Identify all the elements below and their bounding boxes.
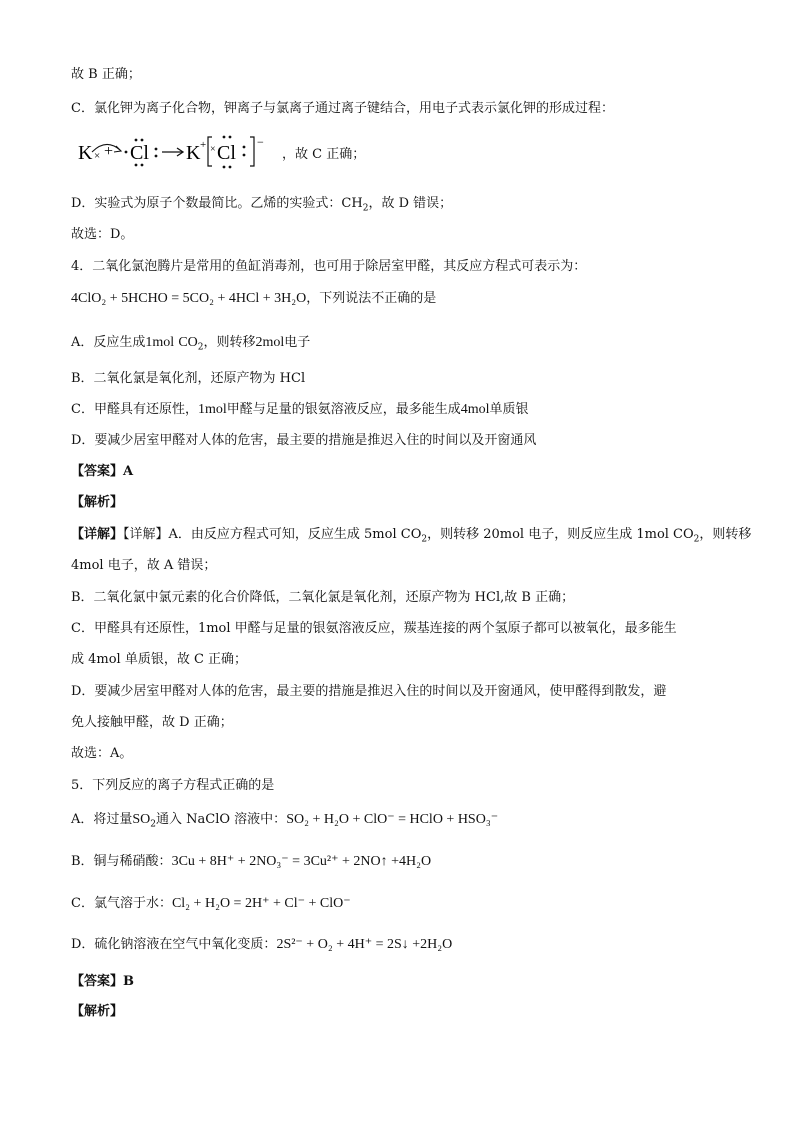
answer-label: 【答案】B bbox=[71, 974, 134, 989]
k-ion-charge: + bbox=[200, 139, 207, 151]
cl-ion-charge: − bbox=[257, 135, 264, 149]
question-5-stem: 5．下列反应的离子方程式正确的是 bbox=[71, 778, 275, 793]
electron-dot bbox=[223, 166, 226, 169]
text-line: 故 B 正确； bbox=[71, 67, 141, 82]
plus-symbol: + bbox=[104, 143, 114, 160]
explanation-line: 【详解】【详解】A．由反应方程式可知，反应生成 5mol $CO_2$，则转移 20mol 电子，则反应生成 1mol $CO_2$，则转移 bbox=[71, 527, 752, 545]
option-d: D．硫化钠溶液在空气中氧化变质：2S²⁻ + O₂ + 4H⁺ = 2S↓ +2H₂O bbox=[71, 937, 453, 952]
option-a: A．反应生成1mol $CO_2$，则转移2mol电子 bbox=[71, 335, 311, 353]
electron-dot bbox=[243, 154, 246, 157]
kcl-formation-diagram bbox=[76, 132, 296, 170]
electron-dot bbox=[223, 136, 226, 139]
k-symbol: K bbox=[78, 142, 93, 164]
electron-dot bbox=[155, 155, 158, 158]
electron-x-mark: × bbox=[210, 144, 216, 155]
explanation-line: 免人接触甲醛，故 D 正确； bbox=[71, 715, 233, 730]
kcl-electron-diagram bbox=[76, 132, 296, 170]
electron-dot bbox=[229, 166, 232, 169]
electron-x-mark: × bbox=[94, 150, 101, 162]
electron-dot bbox=[135, 164, 138, 167]
electron-dot bbox=[243, 146, 246, 149]
k-ion-symbol: K bbox=[186, 142, 201, 164]
option-d: D．要减少居室甲醛对人体的危害，最主要的措施是推迟入住的时间以及开窗通风 bbox=[71, 433, 537, 448]
electron-dot bbox=[141, 164, 144, 167]
analysis-label: 【解析】 bbox=[71, 1004, 124, 1019]
text-line: 故选：D。 bbox=[71, 227, 134, 242]
question-4-equation: 4ClO₂ + 5HCHO = 5CO₂ + 4HCl + 3H₂O，下列说法不正确的是 bbox=[71, 291, 437, 306]
option-c: C．氯气溶于水：Cl₂ + H₂O = 2H⁺ + Cl⁻ + ClO⁻ bbox=[71, 896, 351, 911]
question-4-stem: 4．二氧化氯泡腾片是常用的鱼缸消毒剂，也可用于除居室甲醛，其反应方程式可表示为： bbox=[71, 259, 587, 274]
electron-dot bbox=[155, 148, 158, 151]
explanation-line: C．甲醛具有还原性，1mol 甲醛与足量的银氨溶液反应，羰基连接的两个氢原子都可以被氧化，最多能生 bbox=[71, 621, 677, 636]
explanation-line: B．二氧化氯中氯元素的化合价降低，二氧化氯是氧化剂，还原产物为 HCl,故 B 正确； bbox=[71, 590, 575, 605]
text-line: ，故 C 正确； bbox=[282, 147, 366, 162]
cl-ion-symbol: Cl bbox=[217, 142, 236, 164]
answer-label: 【答案】A bbox=[71, 464, 134, 479]
text-line: D．实验式为原子个数最简比。乙烯的实验式：$CH_2$，故 D 错误； bbox=[71, 196, 453, 214]
electron-dot bbox=[229, 136, 232, 139]
electron-dot bbox=[141, 139, 144, 142]
option-c: C．甲醛具有还原性，1mol甲醛与足量的银氨溶液反应，最多能生成4mol单质银 bbox=[71, 402, 529, 417]
explanation-line: 4mol 电子，故 A 错误； bbox=[71, 558, 217, 573]
electron-dot bbox=[135, 139, 138, 142]
cl-symbol: Cl bbox=[130, 142, 149, 164]
right-bracket bbox=[250, 137, 254, 166]
option-a: A．将过量$SO_2$通入 NaClO 溶液中：SO₂ + H₂O + ClO⁻ = HClO + HSO₃⁻ bbox=[71, 812, 499, 830]
option-b: B．二氧化氯是氧化剂，还原产物为 HCl bbox=[71, 371, 306, 386]
option-b: B．铜与稀硝酸：3Cu + 8H⁺ + 2NO₃⁻ = 3Cu²⁺ + 2NO↑ +4H₂O bbox=[71, 854, 432, 869]
explanation-line: 故选：A。 bbox=[71, 746, 133, 761]
text-line: C．氯化钾为离子化合物，钾离子与氯离子通过离子键结合，用电子式表示氯化钾的形成过程： bbox=[71, 101, 614, 116]
analysis-label: 【解析】 bbox=[71, 495, 124, 510]
explanation-line: D．要减少居室甲醛对人体的危害，最主要的措施是推迟入住的时间以及开窗通风，使甲醛得到散发，避 bbox=[71, 684, 667, 699]
electron-dot bbox=[125, 151, 128, 154]
explanation-line: 成 4mol 单质银，故 C 正确； bbox=[71, 652, 248, 667]
